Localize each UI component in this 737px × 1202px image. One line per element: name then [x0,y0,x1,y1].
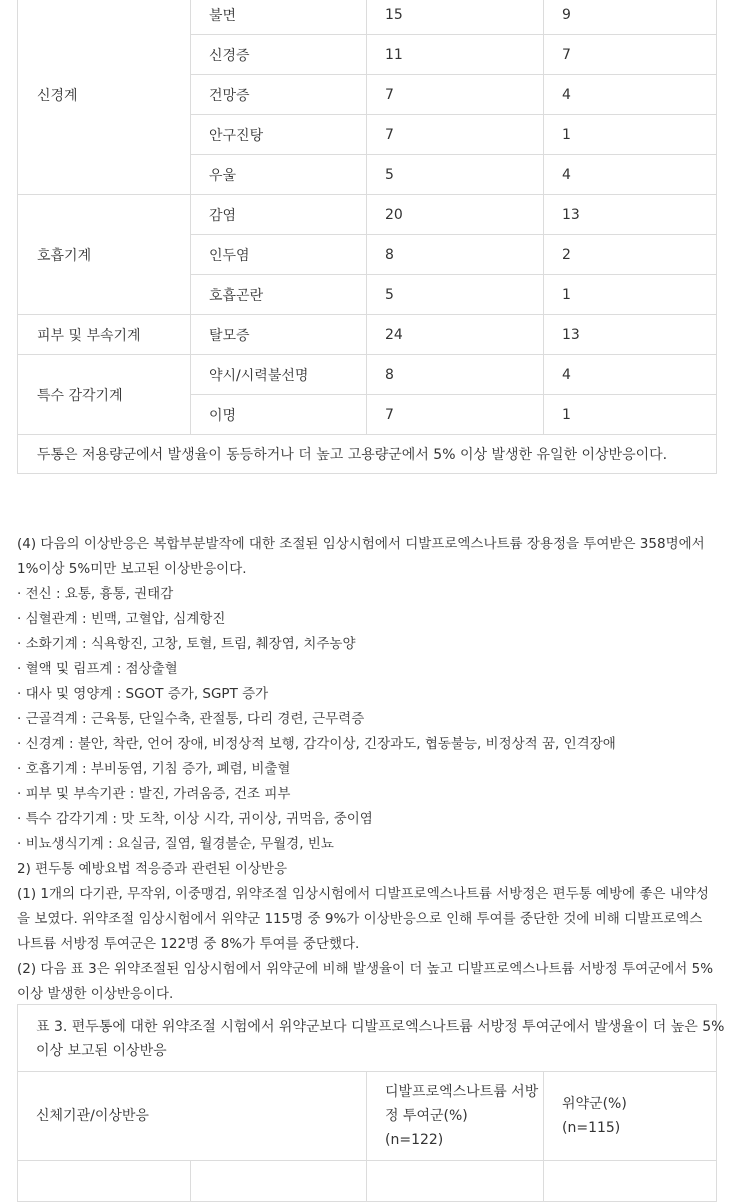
value-cell: 7 [367,75,544,115]
caption-line: 이상 보고된 이상반응 [36,1043,167,1059]
value-cell: 5 [367,275,544,315]
reaction-cell: 우울 [191,155,367,195]
paragraph-line: 이상 발생한 이상반응이다. [17,986,174,1002]
value-cell: 24 [367,315,544,355]
adverse-reaction-table [17,0,717,474]
value-cell: 15 [367,0,544,35]
bullet-item: · 심혈관계 : 빈맥, 고혈압, 심계항진 [17,611,226,627]
value-cell: 9 [544,0,717,35]
paragraph-line: 나트륨 서방정 투여군은 122명 중 8%가 투여를 중단했다. [17,936,360,952]
table-3 [17,1004,725,1202]
paragraph-line: (4) 다음의 이상반응은 복합부분발작에 대한 조절된 임상시험에서 디발프로엑스나트륨 장용정을 투여받은 358명에서 [17,536,705,552]
header-line: 정 투여군(%) [385,1108,468,1124]
bullet-item: · 근골격계 : 근육통, 단일수축, 관절통, 다리 경련, 근무력증 [17,711,365,727]
table-caption [18,1005,725,1072]
value-cell: 8 [367,235,544,275]
value-cell: 7 [367,395,544,435]
value-cell: 11 [367,35,544,75]
table-body [18,0,717,474]
reaction-cell: 건망증 [191,75,367,115]
reaction-cell: 약시/시력불선명 [191,355,367,395]
paragraph-line: 을 보였다. 위약조절 임상시험에서 위약군 115명 중 9%가 이상반응으로 인해 투여를 중단한 것에 비해 디발프로엑스 [17,911,703,927]
value-cell: 4 [544,75,717,115]
value-cell: 20 [367,195,544,235]
bullet-item: · 대사 및 영양계 : SGOT 증가, SGPT 증가 [17,686,269,702]
bullet-item: · 특수 감각기계 : 맛 도착, 이상 시각, 귀이상, 귀먹음, 중이염 [17,811,373,827]
value-cell: 8 [367,355,544,395]
reaction-cell: 안구진탕 [191,115,367,155]
reaction-list-section [17,532,719,1007]
header-line: (n=122) [385,1132,444,1148]
bullet-item: · 호흡기계 : 부비동염, 기침 증가, 폐렴, 비출혈 [17,761,291,777]
bullet-item: · 혈액 및 림프계 : 점상출혈 [17,661,178,677]
value-cell: 2 [544,235,717,275]
column-header-drug [367,1072,544,1161]
value-cell: 7 [367,115,544,155]
bullet-item: · 전신 : 요통, 흉통, 권태감 [17,586,174,602]
reaction-cell: 신경증 [191,35,367,75]
table-row [18,315,717,355]
reaction-cell: 감염 [191,195,367,235]
reaction-cell: 불면 [191,0,367,35]
header-line: (n=115) [562,1120,621,1136]
value-cell: 13 [544,315,717,355]
header-line: 디발프로엑스나트륨 서방 [385,1084,539,1100]
table-header-row [18,1072,717,1161]
column-header-system: 신체기관/이상반응 [18,1072,367,1161]
system-cell: 호흡기계 [18,195,191,315]
table-row [18,0,717,35]
table-caption-row [18,1005,717,1072]
paragraph-line: (2) 다음 표 3은 위약조절된 임상시험에서 위약군에 비해 발생율이 더 높고 디발프로엑스나트륨 서방정 투여군에서 5% [17,961,714,977]
value-cell: 1 [544,275,717,315]
column-header-placebo [544,1072,717,1161]
bullet-item: · 비뇨생식기계 : 요실금, 질염, 월경불순, 무월경, 빈뇨 [17,836,334,852]
value-cell: 13 [544,195,717,235]
value-cell: 1 [544,115,717,155]
paragraph-line: 1%이상 5%미만 보고된 이상반응이다. [17,561,247,577]
value-cell: 5 [367,155,544,195]
value-cell: 7 [544,35,717,75]
value-cell: 4 [544,155,717,195]
table-row [18,355,717,395]
section-heading: 2) 편두통 예방요법 적응증과 관련된 이상반응 [17,861,288,877]
system-cell: 피부 및 부속기계 [18,315,191,355]
system-cell: 신경계 [18,0,191,195]
value-cell: 1 [544,395,717,435]
value-cell: 4 [544,355,717,395]
reaction-cell: 인두염 [191,235,367,275]
table-note-row [18,435,717,474]
reaction-cell: 이명 [191,395,367,435]
header-line: 위약군(%) [562,1096,627,1112]
table-row [18,195,717,235]
table-note: 두통은 저용량군에서 발생율이 동등하거나 더 높고 고용량군에서 5% 이상 발생한 유일한 이상반응이다. [18,435,717,474]
caption-line: 표 3. 편두통에 대한 위약조절 시험에서 위약군보다 디발프로엑스나트륨 서방정 투여군에서 발생율이 더 높은 5% [36,1019,725,1035]
bullet-item: · 피부 및 부속기관 : 발진, 가려움증, 건조 피부 [17,786,291,802]
bullet-item: · 소화기계 : 식욕항진, 고창, 토혈, 트림, 췌장염, 치주농양 [17,636,356,652]
system-cell: 특수 감각기계 [18,355,191,435]
paragraph-line: (1) 1개의 다기관, 무작위, 이중맹검, 위약조절 임상시험에서 디발프로엑스나트륨 서방정은 편두통 예방에 좋은 내약성 [17,886,709,902]
reaction-cell: 탈모증 [191,315,367,355]
bullet-item: · 신경계 : 불안, 착란, 언어 장애, 비정상적 보행, 감각이상, 긴장과도, 협동불능, 비정상적 꿈, 인격장애 [17,736,616,752]
reaction-cell: 호흡곤란 [191,275,367,315]
